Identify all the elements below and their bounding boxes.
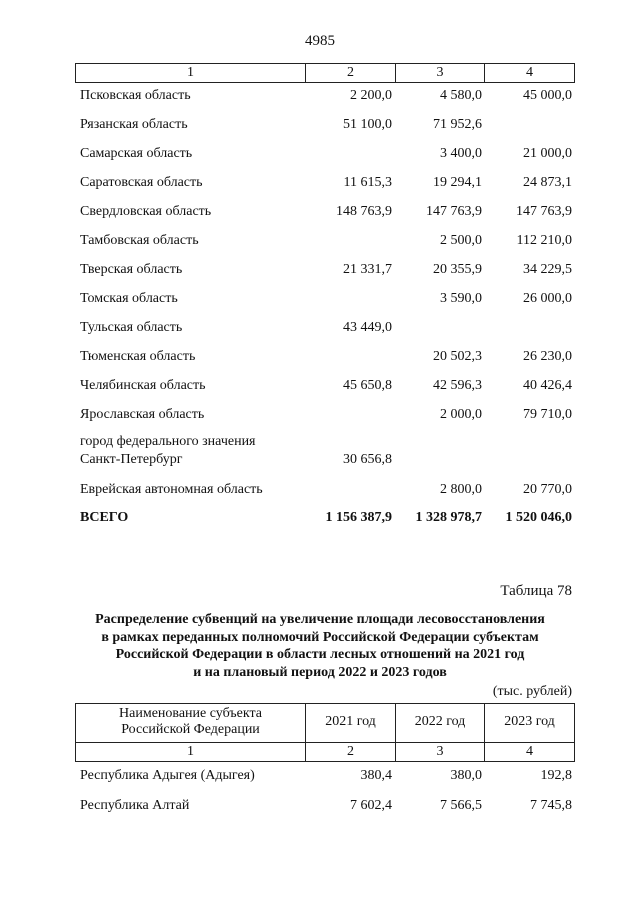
table-cell-value: 26 000,0 xyxy=(523,291,572,306)
region-name: Еврейская автономная область xyxy=(80,482,263,497)
table-cell-value: 20 770,0 xyxy=(523,482,572,497)
table-cell-value: 4 580,0 xyxy=(440,88,482,103)
table-cell-value: 51 100,0 xyxy=(343,117,392,132)
table-cell-value: 24 873,1 xyxy=(523,175,572,190)
table-cell-value: 34 229,5 xyxy=(523,262,572,277)
column-number-cell: 1 xyxy=(187,744,194,759)
column-header-name: Российской Федерации xyxy=(121,722,260,737)
table-cell-value: 2 800,0 xyxy=(440,482,482,497)
region-name: Республика Адыгея (Адыгея) xyxy=(80,768,255,783)
table-cell-value: 11 615,3 xyxy=(343,175,392,190)
region-name: Тверская область xyxy=(80,262,183,277)
table-cell-value: 380,4 xyxy=(360,768,392,783)
table1-header-top xyxy=(75,63,575,64)
table-cell-value: 7 602,4 xyxy=(350,798,392,813)
region-name: город федерального значения xyxy=(80,434,256,449)
table-cell-value: 21 331,7 xyxy=(343,262,392,277)
table-title-line: Распределение субвенций на увеличение площади лесовосстановления xyxy=(95,612,545,627)
column-header-name: Наименование субъекта xyxy=(119,706,262,721)
table-cell-value: 20 502,3 xyxy=(433,349,482,364)
table1-header-cell: 3 xyxy=(436,65,444,80)
table1-header-bottom xyxy=(75,82,575,83)
table-cell-value: 1 156 387,9 xyxy=(325,510,392,525)
region-name: Челябинская область xyxy=(80,378,206,393)
column-header-year: 2023 год xyxy=(504,714,555,729)
table1-header-right xyxy=(574,63,575,83)
table2-right xyxy=(574,703,575,762)
table-cell-value: 7 745,8 xyxy=(530,798,572,813)
table-cell-value: 26 230,0 xyxy=(523,349,572,364)
region-name: Тульская область xyxy=(80,320,183,335)
table-cell-value: 2 000,0 xyxy=(440,407,482,422)
table-cell-value: 1 520 046,0 xyxy=(505,510,572,525)
table-title-line: и на плановый период 2022 и 2023 годов xyxy=(193,664,447,680)
table-title-line: Российской Федерации в области лесных отношений на 2021 год xyxy=(115,647,525,662)
table-cell-value: 19 294,1 xyxy=(433,175,482,190)
table-cell-value: 1 328 978,7 xyxy=(415,510,482,525)
table-cell-value: 7 566,5 xyxy=(440,798,482,813)
table-number-label: Таблица 78 xyxy=(500,583,572,599)
region-name: Томская область xyxy=(80,291,178,306)
table-cell-value: 20 355,9 xyxy=(433,262,482,277)
region-name: Свердловская область xyxy=(80,204,212,219)
region-name: Самарская область xyxy=(80,146,193,161)
table-cell-value: 148 763,9 xyxy=(336,204,392,219)
region-name: Ярославская область xyxy=(80,407,205,422)
region-name: Тюменская область xyxy=(80,349,196,364)
table-cell-value: 71 952,6 xyxy=(433,117,482,132)
table-cell-value: 21 000,0 xyxy=(523,146,572,161)
region-name: Санкт-Петербург xyxy=(80,452,183,467)
region-name: Республика Алтай xyxy=(80,798,190,813)
table-cell-value: 192,8 xyxy=(540,768,572,783)
total-label: ВСЕГО xyxy=(80,510,129,525)
table-cell-value: 147 763,9 xyxy=(426,204,482,219)
column-number-cell: 4 xyxy=(526,744,533,759)
table-cell-value: 30 656,8 xyxy=(343,452,392,467)
table2-top xyxy=(75,703,575,704)
table-cell-value: 147 763,9 xyxy=(516,204,572,219)
table-cell-value: 40 426,4 xyxy=(523,378,572,393)
table-title-line: в рамках переданных полномочий Российской Федерации субъектам xyxy=(101,629,539,645)
table1-header-cell: 2 xyxy=(347,65,354,80)
region-name: Тамбовская область xyxy=(80,233,199,248)
column-header-year: 2022 год xyxy=(414,714,466,729)
table1-header-cell: 1 xyxy=(187,65,194,80)
table-cell-value: 2 200,0 xyxy=(350,88,392,103)
column-number-cell: 3 xyxy=(436,744,444,759)
column-header-year: 2021 год xyxy=(325,714,376,729)
table-cell-value: 45 650,8 xyxy=(343,378,392,393)
column-number-cell: 2 xyxy=(347,744,354,759)
table-cell-value: 45 000,0 xyxy=(523,88,572,103)
region-name: Рязанская область xyxy=(80,117,188,132)
table1-header-cell: 4 xyxy=(526,65,533,80)
region-name: Саратовская область xyxy=(80,175,203,190)
table-cell-value: 2 500,0 xyxy=(440,233,482,248)
table2-bottom xyxy=(75,761,575,762)
table-cell-value: 79 710,0 xyxy=(523,407,572,422)
table-cell-value: 3 590,0 xyxy=(440,291,482,306)
table-cell-value: 112 210,0 xyxy=(516,233,572,248)
page-number: 4985 xyxy=(305,33,335,49)
table-cell-value: 42 596,3 xyxy=(433,378,482,393)
region-name: Псковская область xyxy=(80,88,191,103)
table-cell-value: 380,0 xyxy=(450,768,482,783)
table2-mid xyxy=(75,742,575,743)
table-cell-value: 3 400,0 xyxy=(440,146,482,161)
table-cell-value: 43 449,0 xyxy=(343,320,392,335)
units-label: (тыс. рублей) xyxy=(492,684,572,699)
